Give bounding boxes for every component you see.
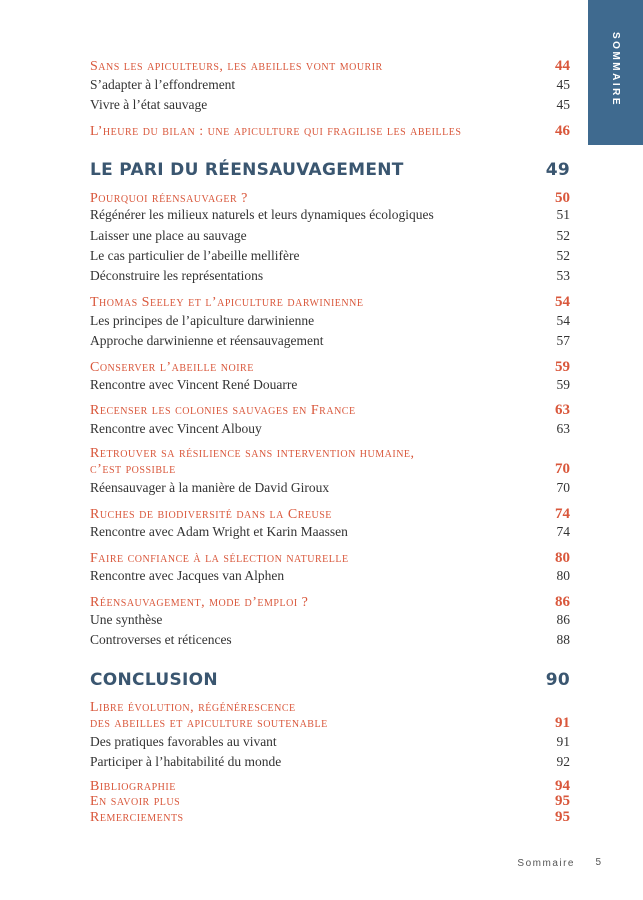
toc-entry-title: Le cas particulier de l’abeille mellifère [90,248,300,263]
toc-entry-page: 70 [555,461,570,477]
toc-entry [90,421,570,437]
toc-entry [90,506,570,523]
toc-entry-page: 91 [556,734,570,749]
toc-entry-page: 70 [556,480,570,495]
toc-entry-title: Conserver l’abeille noire [90,360,254,375]
toc-entry-page: 92 [556,754,570,769]
toc-entry-page: 59 [555,359,570,375]
toc-entry [90,524,570,540]
toc-entry [90,228,570,244]
toc-entry-page: 52 [556,228,570,243]
toc-entry [90,160,570,180]
toc-entry-title: Faire confiance à la sélection naturelle [90,551,349,566]
toc-entry-page: 74 [556,524,570,539]
toc-entry [90,190,570,207]
toc-entry-title: Sans les apiculteurs, les abeilles vont mourir [90,59,383,74]
toc-entry [90,480,570,496]
toc-entry-page: 80 [556,568,570,583]
toc-entry [90,359,570,376]
footer-page-number: 5 [595,857,601,868]
toc-entry [90,612,570,628]
toc-entry-page: 50 [555,190,570,206]
toc-entry [90,793,570,810]
toc-entry-title: En savoir plus [90,794,181,809]
toc-entry-page: 51 [556,207,570,222]
toc-entry-title: Bibliographie [90,779,176,794]
toc-entry-page: 90 [545,670,570,690]
toc-entry-title: Ruches de biodiversité dans la Creuse [90,507,332,522]
toc-entry-page: 59 [556,377,570,392]
toc-entry-page: 49 [545,160,570,180]
toc-entry-page: 63 [556,421,570,436]
toc-entry-title: Approche darwinienne et réensauvagement [90,333,324,348]
toc-entry-page: 52 [556,248,570,263]
toc-entry-title-line1: Retrouver sa résilience sans intervention humaine, [90,446,415,461]
toc-entry [90,754,570,770]
toc-entry-page: 91 [555,715,570,731]
toc-entry [90,268,570,284]
toc-entry-title: LE PARI DU RÉENSAUVAGEMENT [90,160,404,180]
toc-entry-title: Remerciements [90,810,184,825]
toc-entry [90,77,570,93]
toc-entry-title: Vivre à l’état sauvage [90,97,208,112]
toc-entry [90,550,570,567]
toc-entry [90,632,570,648]
toc-entry-title: Réensauvagement, mode d’emploi ? [90,595,309,610]
toc-entry-title: Thomas Seeley et l’apiculture darwinienne [90,295,364,310]
toc-entry-title: Régénérer les milieux naturels et leurs dynamiques écologiques [90,207,434,222]
toc-entry [90,248,570,264]
toc-entry-page: 74 [555,506,570,522]
toc-entry-title-line2: des abeilles et apiculture soutenable [90,716,328,731]
toc-entry-title: Controverses et réticences [90,632,232,647]
toc-entry-page: 88 [556,632,570,647]
toc-entry [90,670,570,690]
toc-entry-page: 54 [556,313,570,328]
toc-entry-title: Les principes de l’apiculture darwinienne [90,313,315,328]
toc-entry-page: 57 [556,333,570,348]
toc-entry-title: Laisser une place au sauvage [90,228,247,243]
toc-entry-page: 86 [555,594,570,610]
toc-entry-title: Rencontre avec Vincent Albouy [90,421,262,436]
toc-entry-title: Recenser les colonies sauvages en France [90,403,356,418]
toc-entry-page: 45 [556,97,570,112]
toc-entry-title: CONCLUSION [90,670,218,690]
toc-entry [90,313,570,329]
toc-entry-page: 94 [555,778,570,794]
toc-entry [90,594,570,611]
toc-entry-title: Rencontre avec Vincent René Douarre [90,377,298,392]
toc-entry-page: 63 [555,402,570,418]
toc-entry-title-line1: Libre évolution, régénérescence [90,700,296,715]
toc-entry-title: Des pratiques favorables au vivant [90,734,277,749]
toc-entry-page: 54 [555,294,570,310]
section-tab-label: SOMMAIRE [610,32,621,107]
toc-entry [90,207,570,223]
footer-label: Sommaire [517,858,575,869]
toc-entry-title [90,700,328,732]
toc-entry [90,377,570,393]
toc-entry-title: S’adapter à l’effondrement [90,77,236,92]
toc-entry [90,568,570,584]
toc-entry-page: 44 [555,58,570,74]
toc-entry [90,700,570,732]
toc-entry-title: L’heure du bilan : une apiculture qui fragilise les abeilles [90,124,462,139]
toc-entry [90,123,570,140]
toc-entry-page: 46 [555,123,570,139]
toc-entry-title: Rencontre avec Jacques van Alphen [90,568,285,583]
toc-entry-title: Réensauvager à la manière de David Giroux [90,480,330,495]
toc-entry-title: Pourquoi réensauvager ? [90,191,248,206]
toc-entry [90,333,570,349]
toc-entry-title-line2: c’est possible [90,462,176,477]
toc-entry [90,97,570,113]
toc-entry-page: 45 [556,77,570,92]
toc-entry [90,809,570,826]
toc-entry-page: 95 [555,809,570,825]
toc-entry-title: Rencontre avec Adam Wright et Karin Maassen [90,524,348,539]
toc-entry [90,294,570,311]
toc-entry [90,446,570,478]
toc-entry-title: Une synthèse [90,612,163,627]
toc-entry-title: Déconstruire les représentations [90,268,264,283]
toc-entry-page: 86 [556,612,570,627]
toc-entry-title: Participer à l’habitabilité du monde [90,754,282,769]
toc-entry [90,58,570,75]
toc-entry [90,734,570,750]
toc-entry-title [90,446,415,478]
toc-entry [90,402,570,419]
toc-entry-page: 95 [555,793,570,809]
toc-entry-page: 80 [555,550,570,566]
toc-entry-page: 53 [556,268,570,283]
